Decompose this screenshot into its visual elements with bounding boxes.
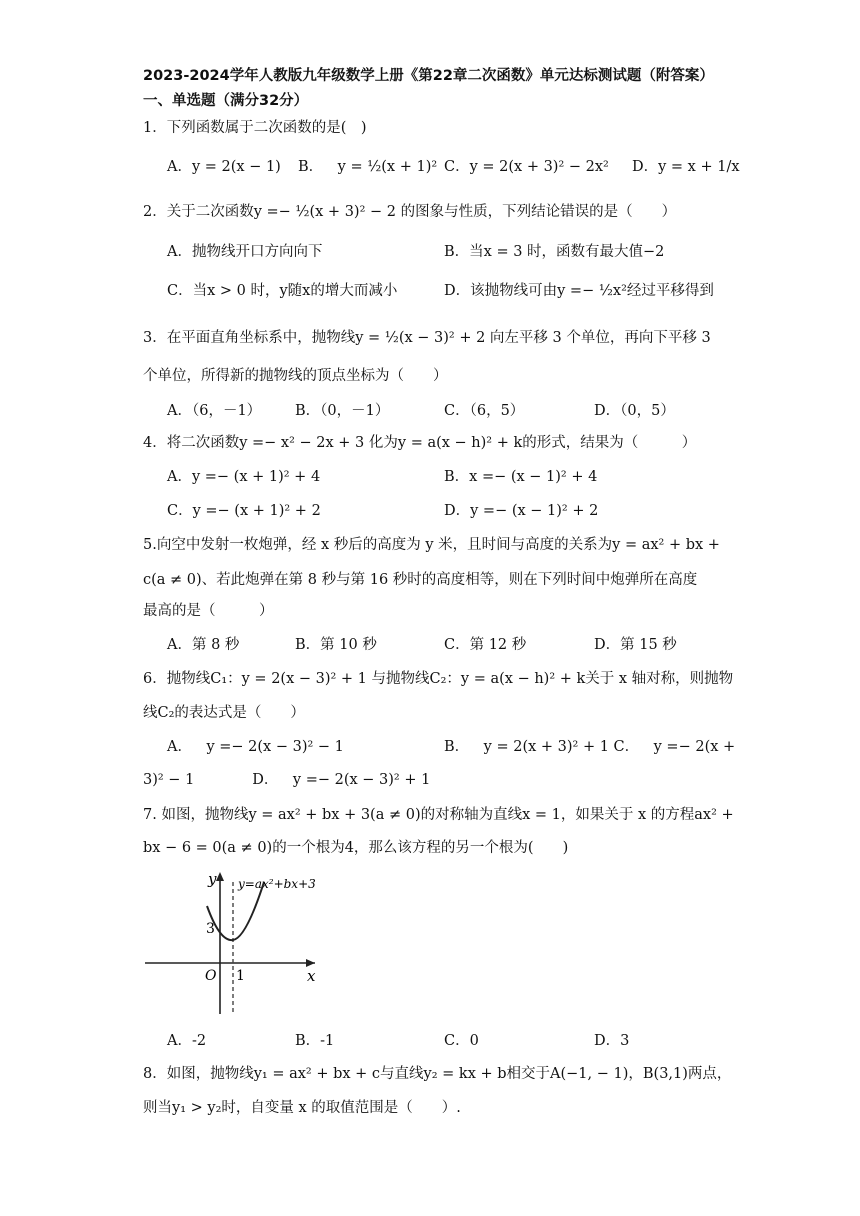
y-axis-label: y (208, 870, 217, 888)
question-4-stem: 4．将二次函数y =− x² − 2x + 3 化为y = a(x − h)² + k的形式，结果为（ ） (143, 435, 697, 451)
origin-label: O (205, 968, 217, 984)
question-1-option-c: C．y = 2(x + 3)² − 2x² (444, 159, 609, 175)
question-3-option-a: A．（6，－1） (167, 403, 262, 419)
question-6-option-b-c: B． y = 2(x + 3)² + 1 C． y =− 2(x + (444, 739, 736, 755)
question-7-option-b: B．-1 (295, 1033, 335, 1049)
document-title: 2023-2024学年人教版九年级数学上册《第22章二次函数》单元达标测试题（附答案） (143, 68, 714, 84)
question-4-option-a: A．y =− (x + 1)² + 4 (167, 469, 321, 485)
question-6-stem-line-1: 6．抛物线C₁：y = 2(x − 3)² + 1 与抛物线C₂：y = a(x − h)² + k关于 x 轴对称，则抛物 (143, 671, 734, 687)
question-2-option-b: B．当x = 3 时，函数有最大值−2 (444, 244, 665, 260)
question-5-stem-line-1: 5.向空中发射一枚炮弹，经 x 秒后的高度为 y 米，且时间与高度的关系为y = ax² + bx + (143, 537, 720, 553)
question-5-stem-line-3: 最高的是（ ） (143, 603, 274, 619)
curve-label: y=ax²+bx+3 (238, 877, 316, 891)
question-5-stem-line-2: c(a ≠ 0)、若此炮弹在第 8 秒与第 16 秒时的高度相等，则在下列时间中炮弹所在高度 (143, 572, 698, 588)
question-7-graph (140, 864, 325, 1024)
question-5-option-a: A．第 8 秒 (167, 637, 240, 653)
question-5-option-d: D．第 15 秒 (594, 637, 677, 653)
x-tick-one-label: 1 (236, 968, 245, 984)
question-7-option-d: D．3 (594, 1033, 630, 1049)
question-1-option-b: B． y = ½(x + 1)² (298, 159, 438, 175)
y-axis-arrow-icon (216, 872, 224, 881)
y-tick-three-label: 3 (206, 921, 215, 937)
question-6-option-a: A． y =− 2(x − 3)² − 1 (167, 739, 344, 755)
question-5-option-b: B．第 10 秒 (295, 637, 377, 653)
question-6-stem-line-2: 线C₂的表达式是（ ） (143, 705, 305, 721)
question-2-option-a: A．抛物线开口方向向下 (167, 244, 323, 260)
question-8-stem-line-1: 8．如图，抛物线y₁ = ax² + bx + c与直线y₂ = kx + b相交于A(−1, − 1)，B(3,1)两点， (143, 1066, 732, 1082)
question-7-stem-line-1: 7. 如图，抛物线y = ax² + bx + 3(a ≠ 0)的对称轴为直线x = 1，如果关于 x 的方程ax² + (143, 807, 734, 823)
x-axis-arrow-icon (306, 959, 315, 967)
question-7-option-a: A．-2 (167, 1033, 207, 1049)
question-3-option-d: D．（0，5） (594, 403, 675, 419)
question-5-option-c: C．第 12 秒 (444, 637, 527, 653)
question-6-option-c-d: 3)² − 1 D． y =− 2(x − 3)² + 1 (143, 772, 431, 788)
question-8-stem-line-2: 则当y₁ > y₂时，自变量 x 的取值范围是（ ）. (143, 1100, 461, 1116)
question-3-option-b: B．（0，－1） (295, 403, 390, 419)
question-1-option-d: D．y = x + 1/x (632, 159, 740, 175)
question-4-option-c: C．y =− (x + 1)² + 2 (167, 503, 321, 519)
question-2-option-d: D．该抛物线可由y =− ½x²经过平移得到 (444, 283, 714, 299)
question-7-option-c: C．0 (444, 1033, 479, 1049)
question-4-option-b: B．x =− (x − 1)² + 4 (444, 469, 598, 485)
x-axis-label: x (307, 967, 316, 985)
question-1-option-a: A．y = 2(x − 1) (167, 159, 281, 175)
question-4-option-d: D．y =− (x − 1)² + 2 (444, 503, 599, 519)
question-7-stem-line-2: bx − 6 = 0(a ≠ 0)的一个根为4，那么该方程的另一个根为( ) (143, 840, 569, 856)
question-3-stem-line-1: 3．在平面直角坐标系中，抛物线y = ½(x − 3)² + 2 向左平移 3 个单位，再向下平移 3 (143, 330, 711, 346)
question-3-stem-line-2: 个单位，所得新的抛物线的顶点坐标为（ ） (143, 368, 448, 384)
question-2-stem: 2．关于二次函数y =− ½(x + 3)² − 2 的图象与性质，下列结论错误的是（ ） (143, 204, 677, 220)
question-1-stem: 1．下列函数属于二次函数的是( ) (143, 120, 367, 136)
question-2-option-c: C．当x > 0 时，y随x的增大而减小 (167, 283, 398, 299)
question-3-option-c: C．（6，5） (444, 403, 525, 419)
section-heading: 一、单选题（满分32分） (143, 93, 309, 109)
